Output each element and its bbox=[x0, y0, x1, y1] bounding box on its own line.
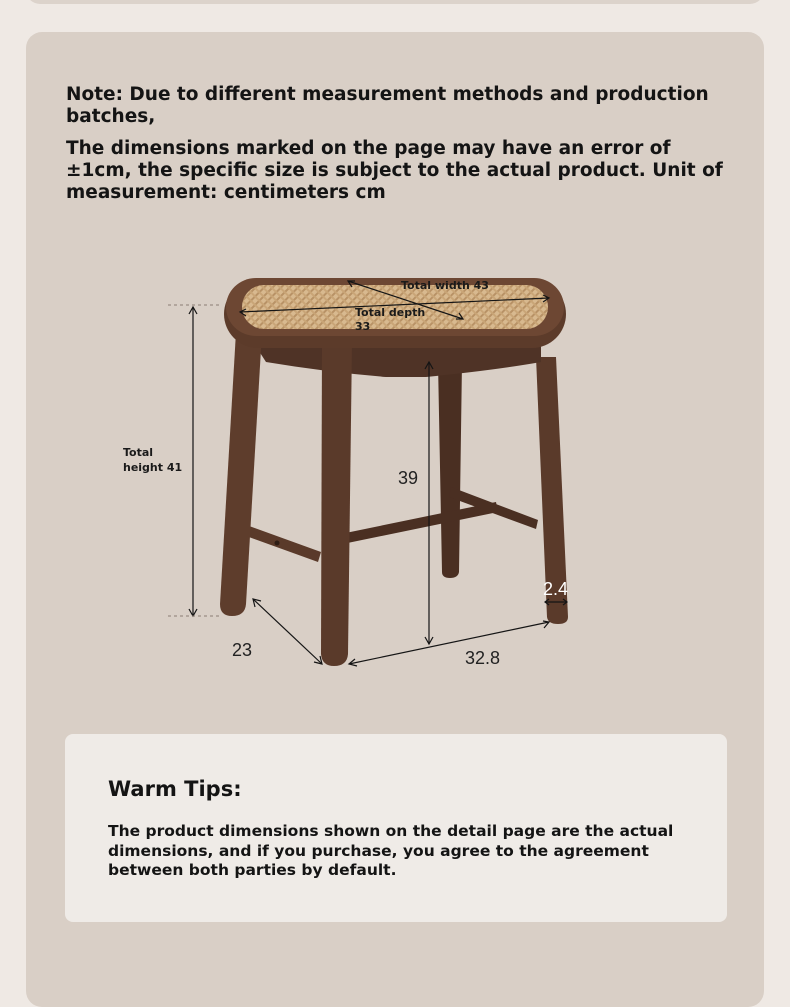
total-width-label: Total width 43 bbox=[401, 279, 489, 292]
previous-section-edge bbox=[26, 0, 764, 4]
warm-tips-text: The product dimensions shown on the detail page are the actual dimensions, and if you purchase, you agree to the agreement between both parties by default. bbox=[108, 822, 674, 879]
dimensions-card bbox=[26, 32, 764, 1007]
stool-dimension-diagram bbox=[26, 32, 764, 732]
stool-illustration bbox=[220, 278, 568, 666]
total-height-label-line1: Total bbox=[123, 446, 154, 459]
total-height-label-line2: height 41 bbox=[123, 461, 183, 474]
total-depth-label-line1: Total depth bbox=[355, 306, 426, 319]
warm-tips-box bbox=[65, 734, 727, 922]
note-line-2: The dimensions marked on the page may have an error of ±1cm, the specific size is subject to the actual product. Unit of measurement: centimeters cm bbox=[66, 138, 723, 203]
leg-thickness-label: 2.4 bbox=[543, 579, 569, 599]
bottom-width-label: 32.8 bbox=[465, 648, 501, 668]
total-depth-label-line2: 33 bbox=[355, 320, 371, 333]
bottom-depth-label: 23 bbox=[232, 640, 253, 660]
warm-tips-title: Warm Tips: bbox=[108, 777, 242, 801]
note-line-1: Note: Due to different measurement methods and production batches, bbox=[66, 84, 709, 127]
seat-height-label: 39 bbox=[398, 468, 419, 488]
